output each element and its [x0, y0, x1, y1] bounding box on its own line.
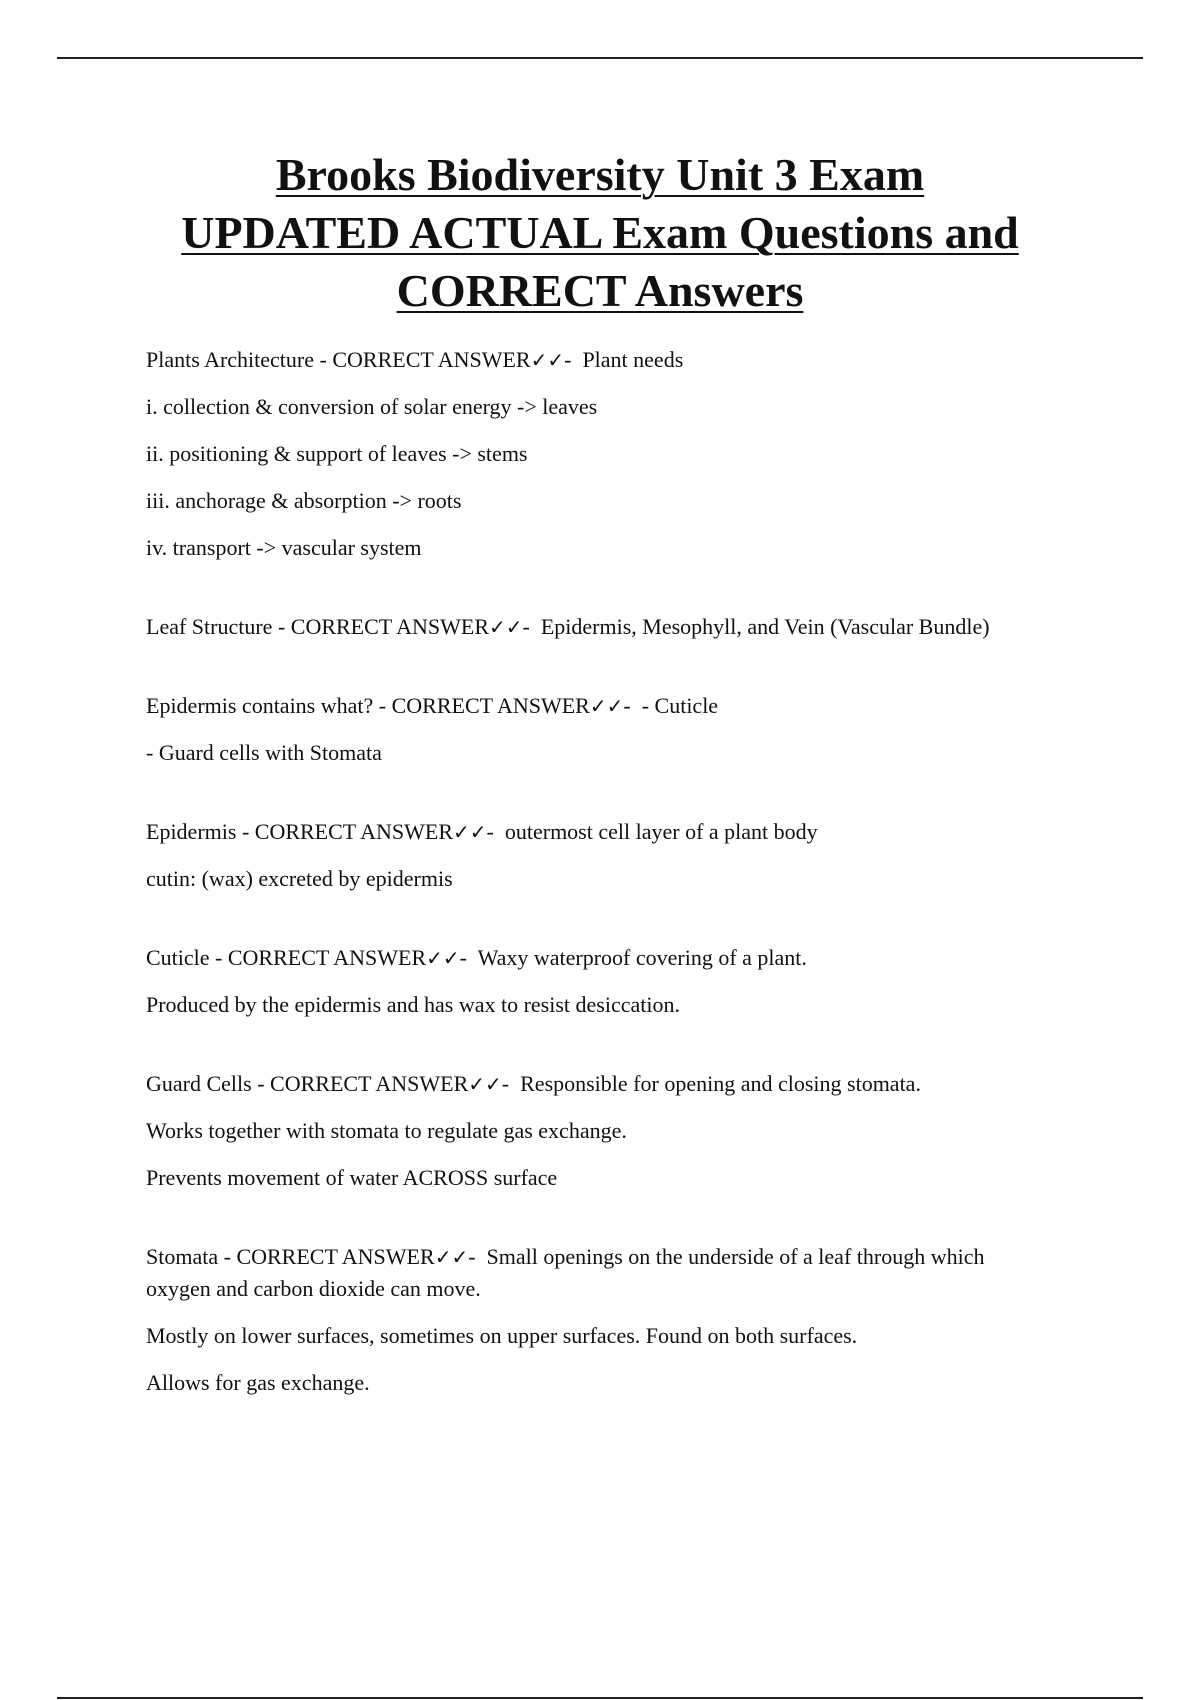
term-label: Epidermis contains what? — [146, 693, 374, 718]
answer-marker: CORRECT ANSWER — [332, 347, 531, 372]
qa-term-line: Cuticle - CORRECT ANSWER✓✓- Waxy waterproof covering of a plant. — [146, 945, 807, 970]
term-label: Epidermis — [146, 819, 237, 844]
answer-line: Prevents movement of water ACROSS surface — [146, 1165, 558, 1190]
qa-term-line: Epidermis - CORRECT ANSWER✓✓- outermost cell layer of a plant body — [146, 819, 818, 844]
title-line-3: CORRECT Answers — [396, 265, 804, 316]
qa-term-line: Stomata - CORRECT ANSWER✓✓- Small openings on the underside of a leaf through which oxygen and carbon dioxide can move. — [146, 1244, 985, 1301]
double-check-icon: ✓✓ — [489, 615, 523, 639]
term-label: Plants Architecture — [146, 347, 315, 372]
answer-line: Works together with stomata to regulate gas exchange. — [146, 1118, 627, 1143]
answer-line: cutin: (wax) excreted by epidermis — [146, 866, 453, 891]
double-check-icon: ✓✓ — [426, 946, 460, 970]
qa-term-line: Guard Cells - CORRECT ANSWER✓✓- Responsible for opening and closing stomata. — [146, 1071, 921, 1096]
answer-line: Mostly on lower surfaces, sometimes on upper surfaces. Found on both surfaces. — [146, 1323, 858, 1348]
answer-marker: CORRECT ANSWER — [290, 614, 490, 639]
answer-line: ii. positioning & support of leaves -> stems — [146, 441, 528, 466]
double-check-icon: ✓✓ — [468, 1072, 502, 1096]
answer-line: Produced by the epidermis and has wax to resist desiccation. — [146, 992, 680, 1017]
answer-text: Waxy waterproof covering of a plant. — [477, 945, 807, 970]
answer-text: Epidermis, Mesophyll, and Vein (Vascular Bundle) — [540, 614, 990, 639]
qa-entry — [146, 1068, 1046, 1194]
term-label: Guard Cells — [146, 1071, 252, 1096]
qa-entry — [146, 690, 1046, 769]
answer-marker: CORRECT ANSWER — [391, 693, 590, 718]
qa-entry — [146, 816, 1046, 895]
qa-entry — [146, 611, 1046, 643]
term-label: Stomata — [146, 1244, 219, 1269]
answer-text: Responsible for opening and closing stomata. — [520, 1071, 921, 1096]
answer-line: Allows for gas exchange. — [146, 1370, 370, 1395]
answer-marker: CORRECT ANSWER — [270, 1071, 469, 1096]
answer-text: Plant needs — [582, 347, 684, 372]
double-check-icon: ✓✓ — [434, 1245, 469, 1269]
qa-entry — [146, 344, 1046, 564]
double-check-icon: ✓✓ — [453, 820, 487, 844]
answer-line: iii. anchorage & absorption -> roots — [146, 488, 462, 513]
qa-term-line: Leaf Structure - CORRECT ANSWER✓✓- Epidermis, Mesophyll, and Vein (Vascular Bundle) — [146, 614, 990, 639]
qa-list — [146, 344, 1046, 1399]
answer-text: - Cuticle — [641, 693, 719, 718]
qa-term-line: Epidermis contains what? - CORRECT ANSWER✓✓- - Cuticle — [146, 693, 719, 718]
answer-line: i. collection & conversion of solar energy -> leaves — [146, 394, 598, 419]
answer-marker: CORRECT ANSWER — [227, 945, 427, 970]
term-label: Leaf Structure — [146, 614, 273, 639]
double-check-icon: ✓✓ — [589, 694, 624, 718]
double-check-icon: ✓✓ — [530, 348, 565, 372]
answer-marker: CORRECT ANSWER — [236, 1244, 435, 1269]
answer-text: outermost cell layer of a plant body — [504, 819, 818, 844]
answer-line: - Guard cells with Stomata — [146, 740, 382, 765]
title-line-2: UPDATED ACTUAL Exam Questions and — [181, 207, 1019, 258]
page-title — [100, 146, 1100, 320]
top-rule — [57, 57, 1143, 59]
qa-entry — [146, 942, 1046, 1021]
bottom-rule — [57, 1697, 1143, 1699]
answer-line: iv. transport -> vascular system — [146, 535, 422, 560]
qa-entry — [146, 1241, 1046, 1399]
term-label: Cuticle — [146, 945, 210, 970]
answer-text: Small openings on the underside of a leaf through which oxygen and carbon dioxide can move. — [146, 1244, 985, 1301]
answer-marker: CORRECT ANSWER — [254, 819, 454, 844]
title-line-1: Brooks Biodiversity Unit 3 Exam — [275, 149, 925, 200]
qa-term-line: Plants Architecture - CORRECT ANSWER✓✓- Plant needs — [146, 347, 684, 372]
